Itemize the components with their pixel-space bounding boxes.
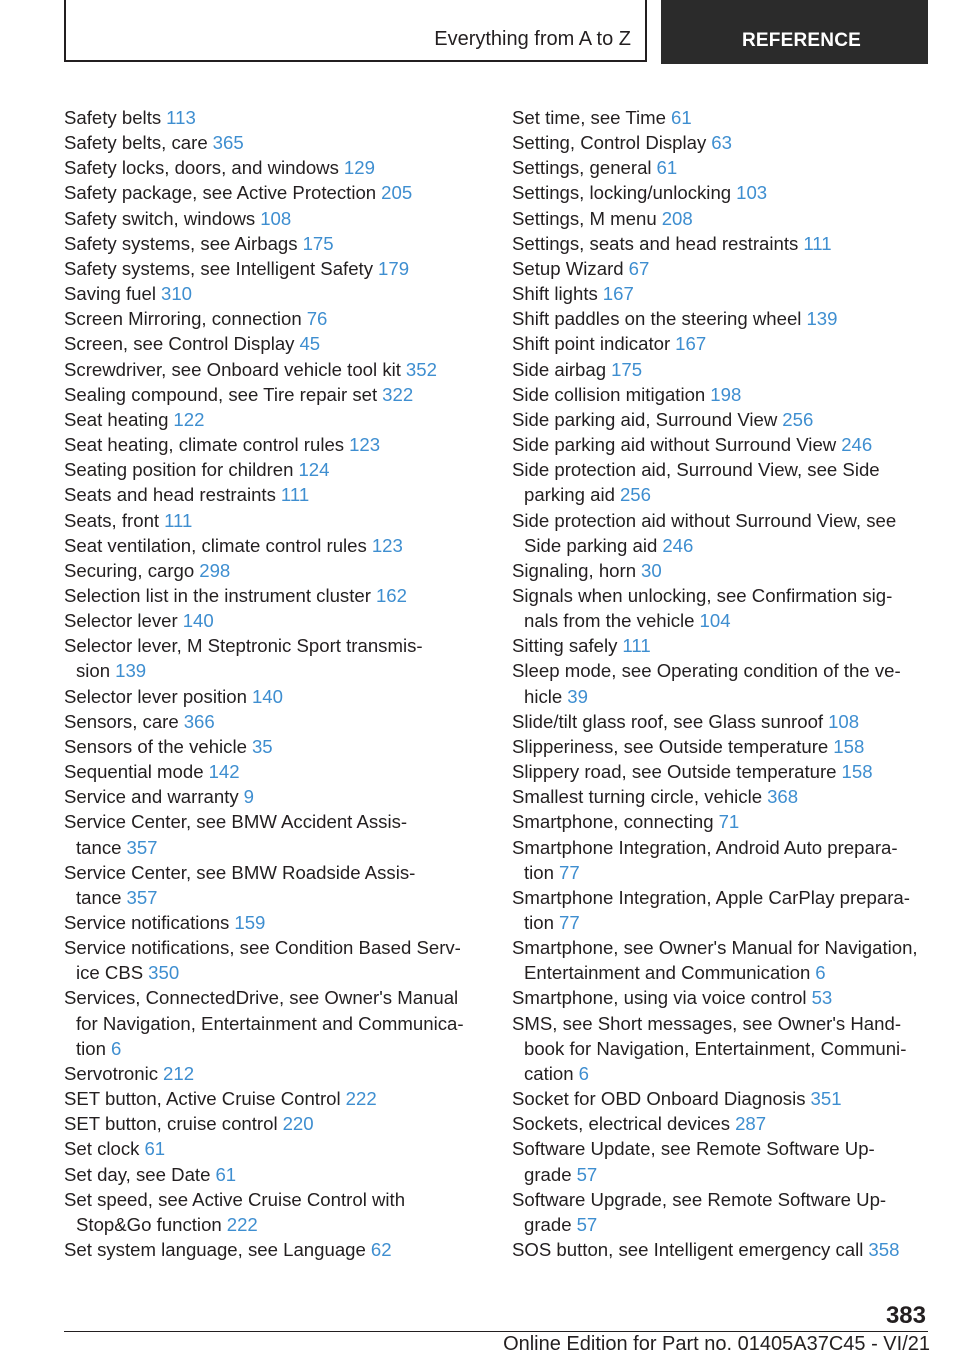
- index-entry-text: Side airbag: [512, 358, 607, 380]
- page-reference-link[interactable]: 358: [868, 1239, 900, 1261]
- page-reference-link[interactable]: 256: [782, 408, 814, 430]
- index-entry-text: Selector lever, M Steptronic Sport transmis-: [64, 635, 423, 657]
- index-entry-text: sion: [76, 660, 111, 682]
- index-entry: [512, 155, 932, 180]
- index-entry-text: nals from the vehicle: [524, 610, 695, 632]
- index-entry: [64, 1162, 488, 1187]
- index-entry: [512, 835, 932, 885]
- index-entry-text: Set clock: [64, 1138, 140, 1160]
- index-entry-text: tance: [76, 886, 122, 908]
- index-entry-text: Side protection aid, Surround View, see Side: [512, 459, 880, 481]
- index-entry: [64, 910, 488, 935]
- page-reference-link[interactable]: 53: [811, 987, 833, 1009]
- index-entry: [512, 809, 932, 834]
- page-reference-link[interactable]: 45: [299, 333, 321, 355]
- index-entry-text: Smartphone, see Owner's Manual for Navigation,: [512, 937, 918, 959]
- index-entry-text: cation: [524, 1062, 574, 1084]
- index-entry-text: Side parking aid: [524, 534, 658, 556]
- index-entry: [64, 1187, 488, 1237]
- index-entry: [64, 457, 488, 482]
- index-entry: [512, 1136, 932, 1186]
- page-reference-link[interactable]: 6: [110, 1037, 122, 1059]
- page-reference-link[interactable]: 175: [302, 232, 334, 254]
- index-entry-text: Screen Mirroring, connection: [64, 308, 302, 330]
- page-reference-link[interactable]: 111: [803, 232, 832, 254]
- footer-divider: [64, 1331, 928, 1332]
- index-entry: [64, 558, 488, 583]
- page-reference-link[interactable]: 61: [144, 1138, 166, 1160]
- index-entry-text: Side protection aid without Surround View, see: [512, 509, 897, 531]
- index-entry-text: Setting, Control Display: [512, 132, 707, 154]
- index-entry: [512, 306, 932, 331]
- index-entry-text: Side parking aid, Surround View: [512, 408, 778, 430]
- page-reference-link[interactable]: 122: [173, 408, 205, 430]
- index-entry: [64, 608, 488, 633]
- page-reference-link[interactable]: 167: [675, 333, 707, 355]
- index-entry: [64, 130, 488, 155]
- page-reference-link[interactable]: 159: [234, 912, 266, 933]
- page-reference-link[interactable]: 111: [164, 509, 193, 531]
- index-entry-text: Safety package, see Active Protection: [64, 182, 377, 204]
- index-entry-text: Selector lever position: [64, 685, 247, 707]
- index-entry-text: Sequential mode: [64, 761, 204, 783]
- page-reference-link[interactable]: 222: [226, 1213, 258, 1235]
- index-entry-text: tion: [76, 1037, 106, 1059]
- page-reference-link[interactable]: 76: [306, 308, 328, 330]
- page-reference-link[interactable]: 113: [166, 107, 196, 128]
- index-entry: [512, 382, 932, 407]
- index-entry-text: Service notifications: [64, 912, 230, 933]
- index-entry-text: Safety systems, see Airbags: [64, 232, 298, 254]
- page-reference-link[interactable]: 220: [282, 1113, 314, 1135]
- index-entry: [64, 985, 488, 1060]
- index-entry: [64, 684, 488, 709]
- index-entry-text: Seats and head restraints: [64, 484, 276, 506]
- page-reference-link[interactable]: 39: [567, 685, 588, 707]
- index-entry: [64, 432, 488, 457]
- page-reference-link[interactable]: 179: [378, 257, 410, 279]
- index-entry: [64, 1111, 488, 1136]
- page-reference-link[interactable]: 167: [602, 283, 634, 305]
- index-entry-text: Stop&Go function: [76, 1213, 222, 1235]
- index-entry-text: Screwdriver, see Onboard vehicle tool kit: [64, 358, 401, 380]
- index-entry-text: Setup Wizard: [512, 257, 624, 279]
- index-entry: [64, 180, 488, 205]
- index-entry: [512, 457, 932, 507]
- page-reference-link[interactable]: 9: [243, 786, 254, 808]
- index-entry-text: Slide/tilt glass roof, see Glass sunroof: [512, 710, 824, 732]
- index-entry: [512, 935, 932, 985]
- index-entry-text: Screen, see Control Display: [64, 333, 295, 355]
- page-reference-link[interactable]: 212: [163, 1062, 195, 1084]
- page-reference-link[interactable]: 287: [735, 1113, 767, 1135]
- page-number: 383: [885, 1302, 926, 1329]
- index-entry: [512, 231, 932, 256]
- index-entry-text: Saving fuel: [64, 283, 156, 305]
- index-entry-text: Service and warranty: [64, 786, 239, 808]
- page-reference-link[interactable]: 123: [349, 434, 381, 456]
- page-reference-link[interactable]: 357: [126, 836, 158, 858]
- index-entry-text: hicle: [524, 685, 563, 707]
- index-entry: [64, 407, 488, 432]
- index-entry: [512, 130, 932, 155]
- index-entry: [512, 432, 932, 457]
- page-reference-link[interactable]: 111: [280, 484, 310, 506]
- page-reference-link[interactable]: 322: [382, 383, 414, 405]
- index-entry-text: Service Center, see BMW Roadside Assis-: [64, 861, 416, 883]
- page-reference-link[interactable]: 368: [767, 786, 799, 808]
- page-reference-link[interactable]: 6: [815, 962, 826, 984]
- index-entry: [64, 1061, 488, 1086]
- page-reference-link[interactable]: 67: [628, 257, 650, 279]
- page-reference-link[interactable]: 62: [370, 1239, 392, 1261]
- index-column-right: [512, 105, 932, 1262]
- page-reference-link[interactable]: 139: [806, 308, 838, 330]
- page-reference-link[interactable]: 357: [126, 886, 158, 908]
- index-entry: [512, 885, 932, 935]
- index-entry: [64, 206, 488, 231]
- page-reference-link[interactable]: 108: [260, 207, 292, 229]
- index-entry-text: Smartphone Integration, Apple CarPlay prepara-: [512, 886, 910, 908]
- index-entry: [64, 1237, 488, 1262]
- index-entry: [512, 407, 932, 432]
- index-entry: [64, 734, 488, 759]
- page-reference-link[interactable]: 30: [641, 559, 662, 581]
- page-reference-link[interactable]: 104: [699, 610, 731, 632]
- index-entry: [64, 935, 488, 985]
- index-entry-text: Signaling, horn: [512, 559, 637, 581]
- index-entry: [64, 1136, 488, 1161]
- page-reference-link[interactable]: 350: [148, 962, 180, 984]
- page-reference-link[interactable]: 103: [736, 182, 768, 204]
- index-entry-text: Slippery road, see Outside temperature: [512, 761, 837, 783]
- index-entry-text: grade: [524, 1163, 572, 1185]
- index-entry: [512, 583, 932, 633]
- index-entry-text: Safety belts, care: [64, 132, 208, 154]
- index-entry-text: Safety locks, doors, and windows: [64, 157, 339, 179]
- index-entry-text: Services, ConnectedDrive, see Owner's Manual: [64, 987, 459, 1009]
- chapter-tab: [661, 0, 928, 64]
- index-entry: [512, 1187, 932, 1237]
- page-reference-link[interactable]: 123: [371, 534, 403, 556]
- page-reference-link[interactable]: 365: [212, 132, 244, 154]
- page-reference-link[interactable]: 77: [558, 912, 580, 933]
- page-reference-link[interactable]: 142: [208, 761, 240, 783]
- index-entry: [64, 759, 488, 784]
- index-entry-text: Sealing compound, see Tire repair set: [64, 383, 378, 405]
- index-entry: [64, 281, 488, 306]
- index-entry: [64, 231, 488, 256]
- index-entry-text: Seating position for children: [64, 459, 294, 481]
- page-reference-link[interactable]: 208: [661, 207, 693, 229]
- index-entry: [64, 155, 488, 180]
- index-entry-text: Selector lever: [64, 610, 178, 632]
- index-entry: [512, 658, 932, 708]
- index-entry: [64, 583, 488, 608]
- index-entry-text: Sockets, electrical devices: [512, 1113, 731, 1135]
- index-entry: [64, 508, 488, 533]
- index-entry-text: tion: [524, 861, 554, 883]
- index-entry: [64, 357, 488, 382]
- page-reference-link[interactable]: 352: [405, 358, 437, 380]
- index-entry-text: Safety belts: [64, 107, 162, 128]
- index-entry-text: SET button, cruise control: [64, 1113, 278, 1135]
- index-entry-text: Settings, M menu: [512, 207, 657, 229]
- index-entry: [512, 206, 932, 231]
- index-entry-text: Securing, cargo: [64, 559, 195, 581]
- index-entry-text: Seat ventilation, climate control rules: [64, 534, 367, 556]
- page-reference-link[interactable]: 366: [183, 710, 215, 732]
- index-entry: [64, 809, 488, 859]
- index-entry-text: Signals when unlocking, see Confirmation sig-: [512, 584, 893, 606]
- page-reference-link[interactable]: 124: [298, 459, 330, 481]
- index-entry-text: Safety switch, windows: [64, 207, 256, 229]
- index-entry: [64, 860, 488, 910]
- page-reference-link[interactable]: 6: [578, 1062, 589, 1084]
- index-entry-text: Smartphone, using via voice control: [512, 987, 807, 1009]
- page-reference-link[interactable]: 140: [182, 610, 214, 632]
- index-entry-text: Software Update, see Remote Software Up-: [512, 1138, 875, 1160]
- index-entry-text: Set system language, see Language: [64, 1239, 366, 1261]
- index-entry-text: Set speed, see Active Cruise Control with: [64, 1188, 406, 1210]
- index-entry: [512, 1237, 932, 1262]
- index-entry: [64, 306, 488, 331]
- index-entry: [512, 633, 932, 658]
- page-reference-link[interactable]: 63: [711, 132, 732, 154]
- index-entry: [512, 709, 932, 734]
- index-entry-text: SMS, see Short messages, see Owner's Hand-: [512, 1012, 902, 1034]
- index-entry-text: Set day, see Date: [64, 1163, 211, 1185]
- page-reference-link[interactable]: 246: [841, 434, 873, 456]
- index-entry-text: Smartphone, connecting: [512, 811, 714, 833]
- page-reference-link[interactable]: 57: [576, 1213, 598, 1235]
- index-entry: [512, 1011, 932, 1086]
- index-entry-text: Side parking aid without Surround View: [512, 434, 837, 456]
- page-reference-link[interactable]: 77: [558, 861, 580, 883]
- page-reference-link[interactable]: 139: [115, 660, 147, 682]
- index-entry-text: SOS button, see Intelligent emergency call: [512, 1239, 864, 1261]
- index-entry-text: book for Navigation, Entertainment, Communi-: [524, 1037, 907, 1059]
- page-reference-link[interactable]: 158: [841, 761, 873, 783]
- index-entry: [512, 1086, 932, 1111]
- index-entry-text: Shift point indicator: [512, 333, 671, 355]
- index-entry-text: Settings, general: [512, 157, 652, 179]
- page-reference-link[interactable]: 256: [619, 484, 651, 506]
- index-entry-text: Entertainment and Communication: [524, 962, 811, 984]
- index-entry: [512, 558, 932, 583]
- index-entry: [512, 784, 932, 809]
- index-entry-text: parking aid: [524, 484, 615, 506]
- page-reference-link[interactable]: 71: [718, 811, 740, 833]
- index-entry: [512, 357, 932, 382]
- index-entry-text: Settings, locking/unlocking: [512, 182, 732, 204]
- index-entry-text: ice CBS: [76, 962, 144, 984]
- page-reference-link[interactable]: 310: [161, 283, 193, 305]
- index-entry-text: SET button, Active Cruise Control: [64, 1088, 341, 1110]
- index-entry: [64, 633, 488, 683]
- section-title: Everything from A to Z: [434, 28, 631, 50]
- page-reference-link[interactable]: 140: [251, 685, 283, 707]
- index-entry-text: Sensors, care: [64, 710, 179, 732]
- index-entry-text: Shift lights: [512, 283, 598, 305]
- index-entry-text: Software Upgrade, see Remote Software Up-: [512, 1188, 887, 1210]
- index-entry: [512, 256, 932, 281]
- page-reference-link[interactable]: 222: [345, 1088, 377, 1110]
- index-entry: [64, 382, 488, 407]
- index-column-left: [64, 105, 488, 1262]
- page-reference-link[interactable]: 162: [375, 584, 407, 606]
- index-entry: [512, 1111, 932, 1136]
- index-entry: [512, 759, 932, 784]
- footer-edition: Online Edition for Part no. 01405A37C45 - VI/21: [503, 1333, 930, 1355]
- page-reference-link[interactable]: 198: [710, 383, 742, 405]
- index-entry: [512, 508, 932, 558]
- index-entry: [64, 784, 488, 809]
- index-entry-text: Socket for OBD Onboard Diagnosis: [512, 1088, 806, 1110]
- index-entry-text: Sleep mode, see Operating condition of the ve-: [512, 660, 901, 682]
- index-entry-text: Servotronic: [64, 1062, 159, 1084]
- index-entry: [64, 105, 488, 130]
- page-reference-link[interactable]: 61: [215, 1163, 237, 1185]
- page-reference-link[interactable]: 158: [833, 735, 865, 757]
- index-entry-text: Service notifications, see Condition Based Serv-: [64, 937, 461, 959]
- index-entry-text: Slipperiness, see Outside temperature: [512, 735, 829, 757]
- index-entry-text: Smallest turning circle, vehicle: [512, 786, 763, 808]
- index-entry-text: grade: [524, 1213, 572, 1235]
- index-entry: [64, 533, 488, 558]
- index-entry: [512, 281, 932, 306]
- page-reference-link[interactable]: 129: [343, 157, 375, 179]
- index-entry: [512, 180, 932, 205]
- page-header: [64, 0, 928, 64]
- index-entry: [64, 709, 488, 734]
- page-reference-link[interactable]: 35: [251, 735, 273, 757]
- index-entry-text: Set time, see Time: [512, 107, 666, 128]
- page-reference-link[interactable]: 57: [576, 1163, 598, 1185]
- page-reference-link[interactable]: 108: [828, 710, 860, 732]
- page-reference-link[interactable]: 246: [662, 534, 694, 556]
- index-entry-text: tion: [524, 912, 554, 933]
- index-entry-text: for Navigation, Entertainment and Communica-: [76, 1012, 464, 1034]
- index-entry: [512, 331, 932, 356]
- page-reference-link[interactable]: 111: [622, 635, 651, 657]
- page-reference-link[interactable]: 61: [656, 157, 678, 179]
- index-entry-text: tance: [76, 836, 122, 858]
- index-entry: [512, 105, 932, 130]
- page-reference-link[interactable]: 205: [381, 182, 413, 204]
- index-entry: [512, 985, 932, 1010]
- index-entry: [512, 734, 932, 759]
- section-tab: [64, 0, 647, 62]
- page-reference-link[interactable]: 61: [670, 107, 692, 128]
- page-reference-link[interactable]: 298: [199, 559, 231, 581]
- index-entry-text: Selection list in the instrument cluster: [64, 584, 371, 606]
- index-entry-text: Seats, front: [64, 509, 160, 531]
- index-entry-text: Service Center, see BMW Accident Assis-: [64, 811, 408, 833]
- page-reference-link[interactable]: 175: [611, 358, 643, 380]
- index-entry-text: Sitting safely: [512, 635, 618, 657]
- chapter-title: REFERENCE: [742, 30, 861, 51]
- index-entry-text: Side collision mitigation: [512, 383, 706, 405]
- index-entry: [64, 482, 488, 507]
- index-entry-text: Seat heating: [64, 408, 169, 430]
- index-entry-text: Seat heating, climate control rules: [64, 434, 345, 456]
- index-entry: [64, 1086, 488, 1111]
- index-entry-text: Smartphone Integration, Android Auto prepara-: [512, 836, 898, 858]
- index-entry-text: Shift paddles on the steering wheel: [512, 308, 802, 330]
- index-entry-text: Settings, seats and head restraints: [512, 232, 799, 254]
- page-reference-link[interactable]: 351: [810, 1088, 842, 1110]
- index-entry-text: Safety systems, see Intelligent Safety: [64, 257, 374, 279]
- index-entry: [64, 256, 488, 281]
- index-entry-text: Sensors of the vehicle: [64, 735, 247, 757]
- index-entry: [64, 331, 488, 356]
